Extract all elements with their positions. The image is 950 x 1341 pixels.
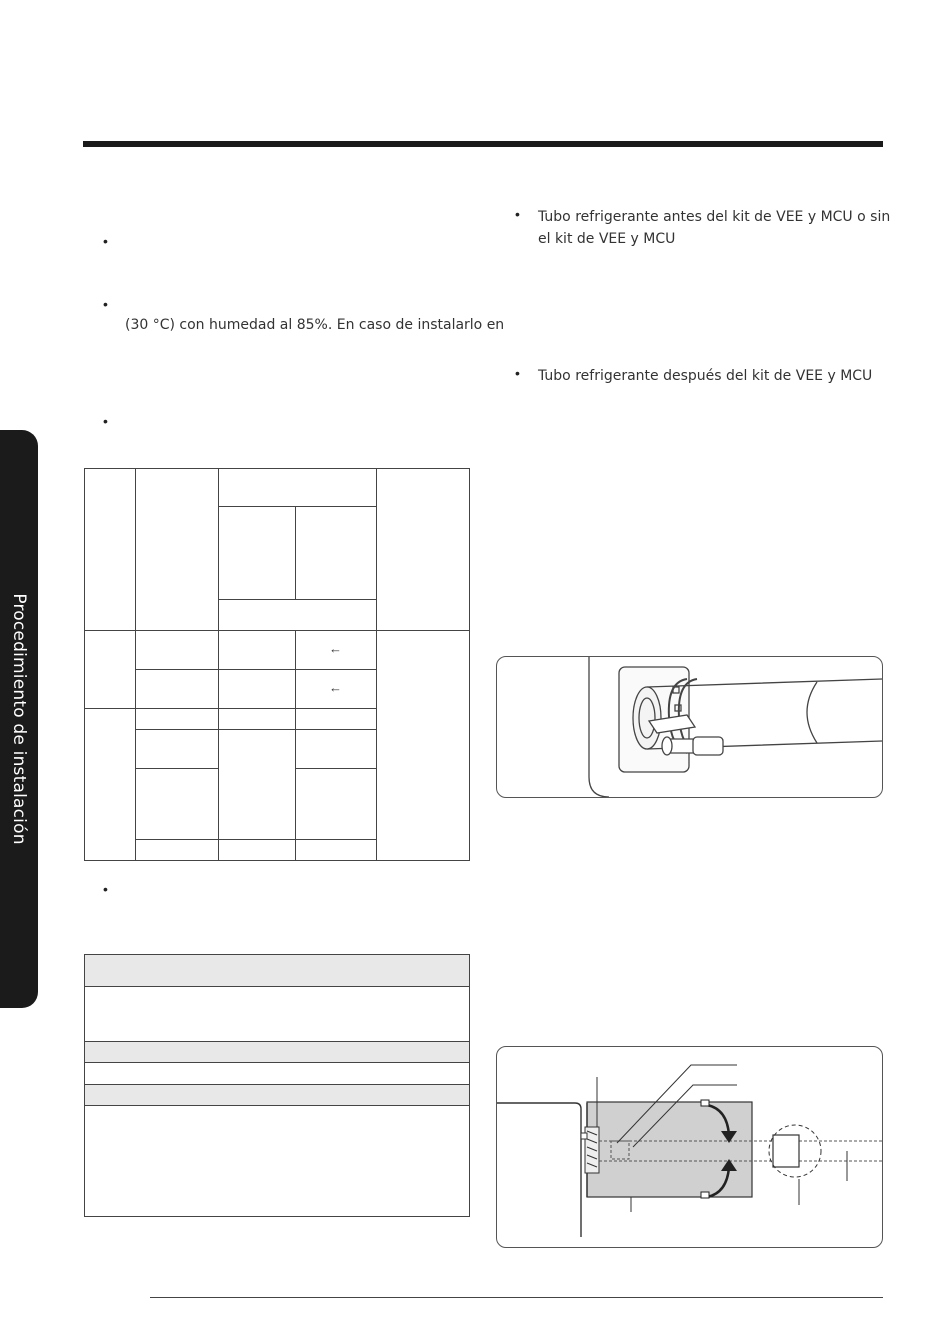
pipe-clamp-figure bbox=[496, 656, 883, 798]
notes-table bbox=[84, 954, 470, 1217]
insulation-table bbox=[84, 468, 470, 861]
bullet-marker: • bbox=[103, 413, 108, 429]
bullet-text-line: Tubo refrigerante después del kit de VEE y MCU bbox=[538, 368, 873, 384]
wall-penetration-figure bbox=[496, 1046, 883, 1248]
bullet-text-line: Tubo refrigerante antes del kit de VEE y MCU o sin bbox=[538, 209, 891, 225]
arrow-symbol: ← bbox=[329, 680, 342, 695]
pipe-clamp-illustration bbox=[497, 657, 882, 797]
bullet-marker: • bbox=[103, 296, 108, 312]
arrow-symbol: ← bbox=[329, 641, 342, 656]
paragraph-line: (30 °C) con humedad al 85%. En caso de instalarlo en bbox=[125, 317, 505, 333]
footer-rule bbox=[150, 1297, 883, 1298]
bullet-marker: • bbox=[515, 365, 520, 381]
section-side-tab[interactable] bbox=[0, 430, 38, 1008]
section-tab-label: Procedimiento de instalación bbox=[9, 593, 29, 845]
bullet-marker: • bbox=[103, 881, 108, 897]
bullet-text-line: el kit de VEE y MCU bbox=[538, 231, 676, 247]
wall-penetration-illustration bbox=[497, 1047, 882, 1247]
bullet-marker: • bbox=[103, 233, 108, 249]
header-rule bbox=[83, 141, 883, 147]
bullet-marker: • bbox=[515, 206, 520, 222]
